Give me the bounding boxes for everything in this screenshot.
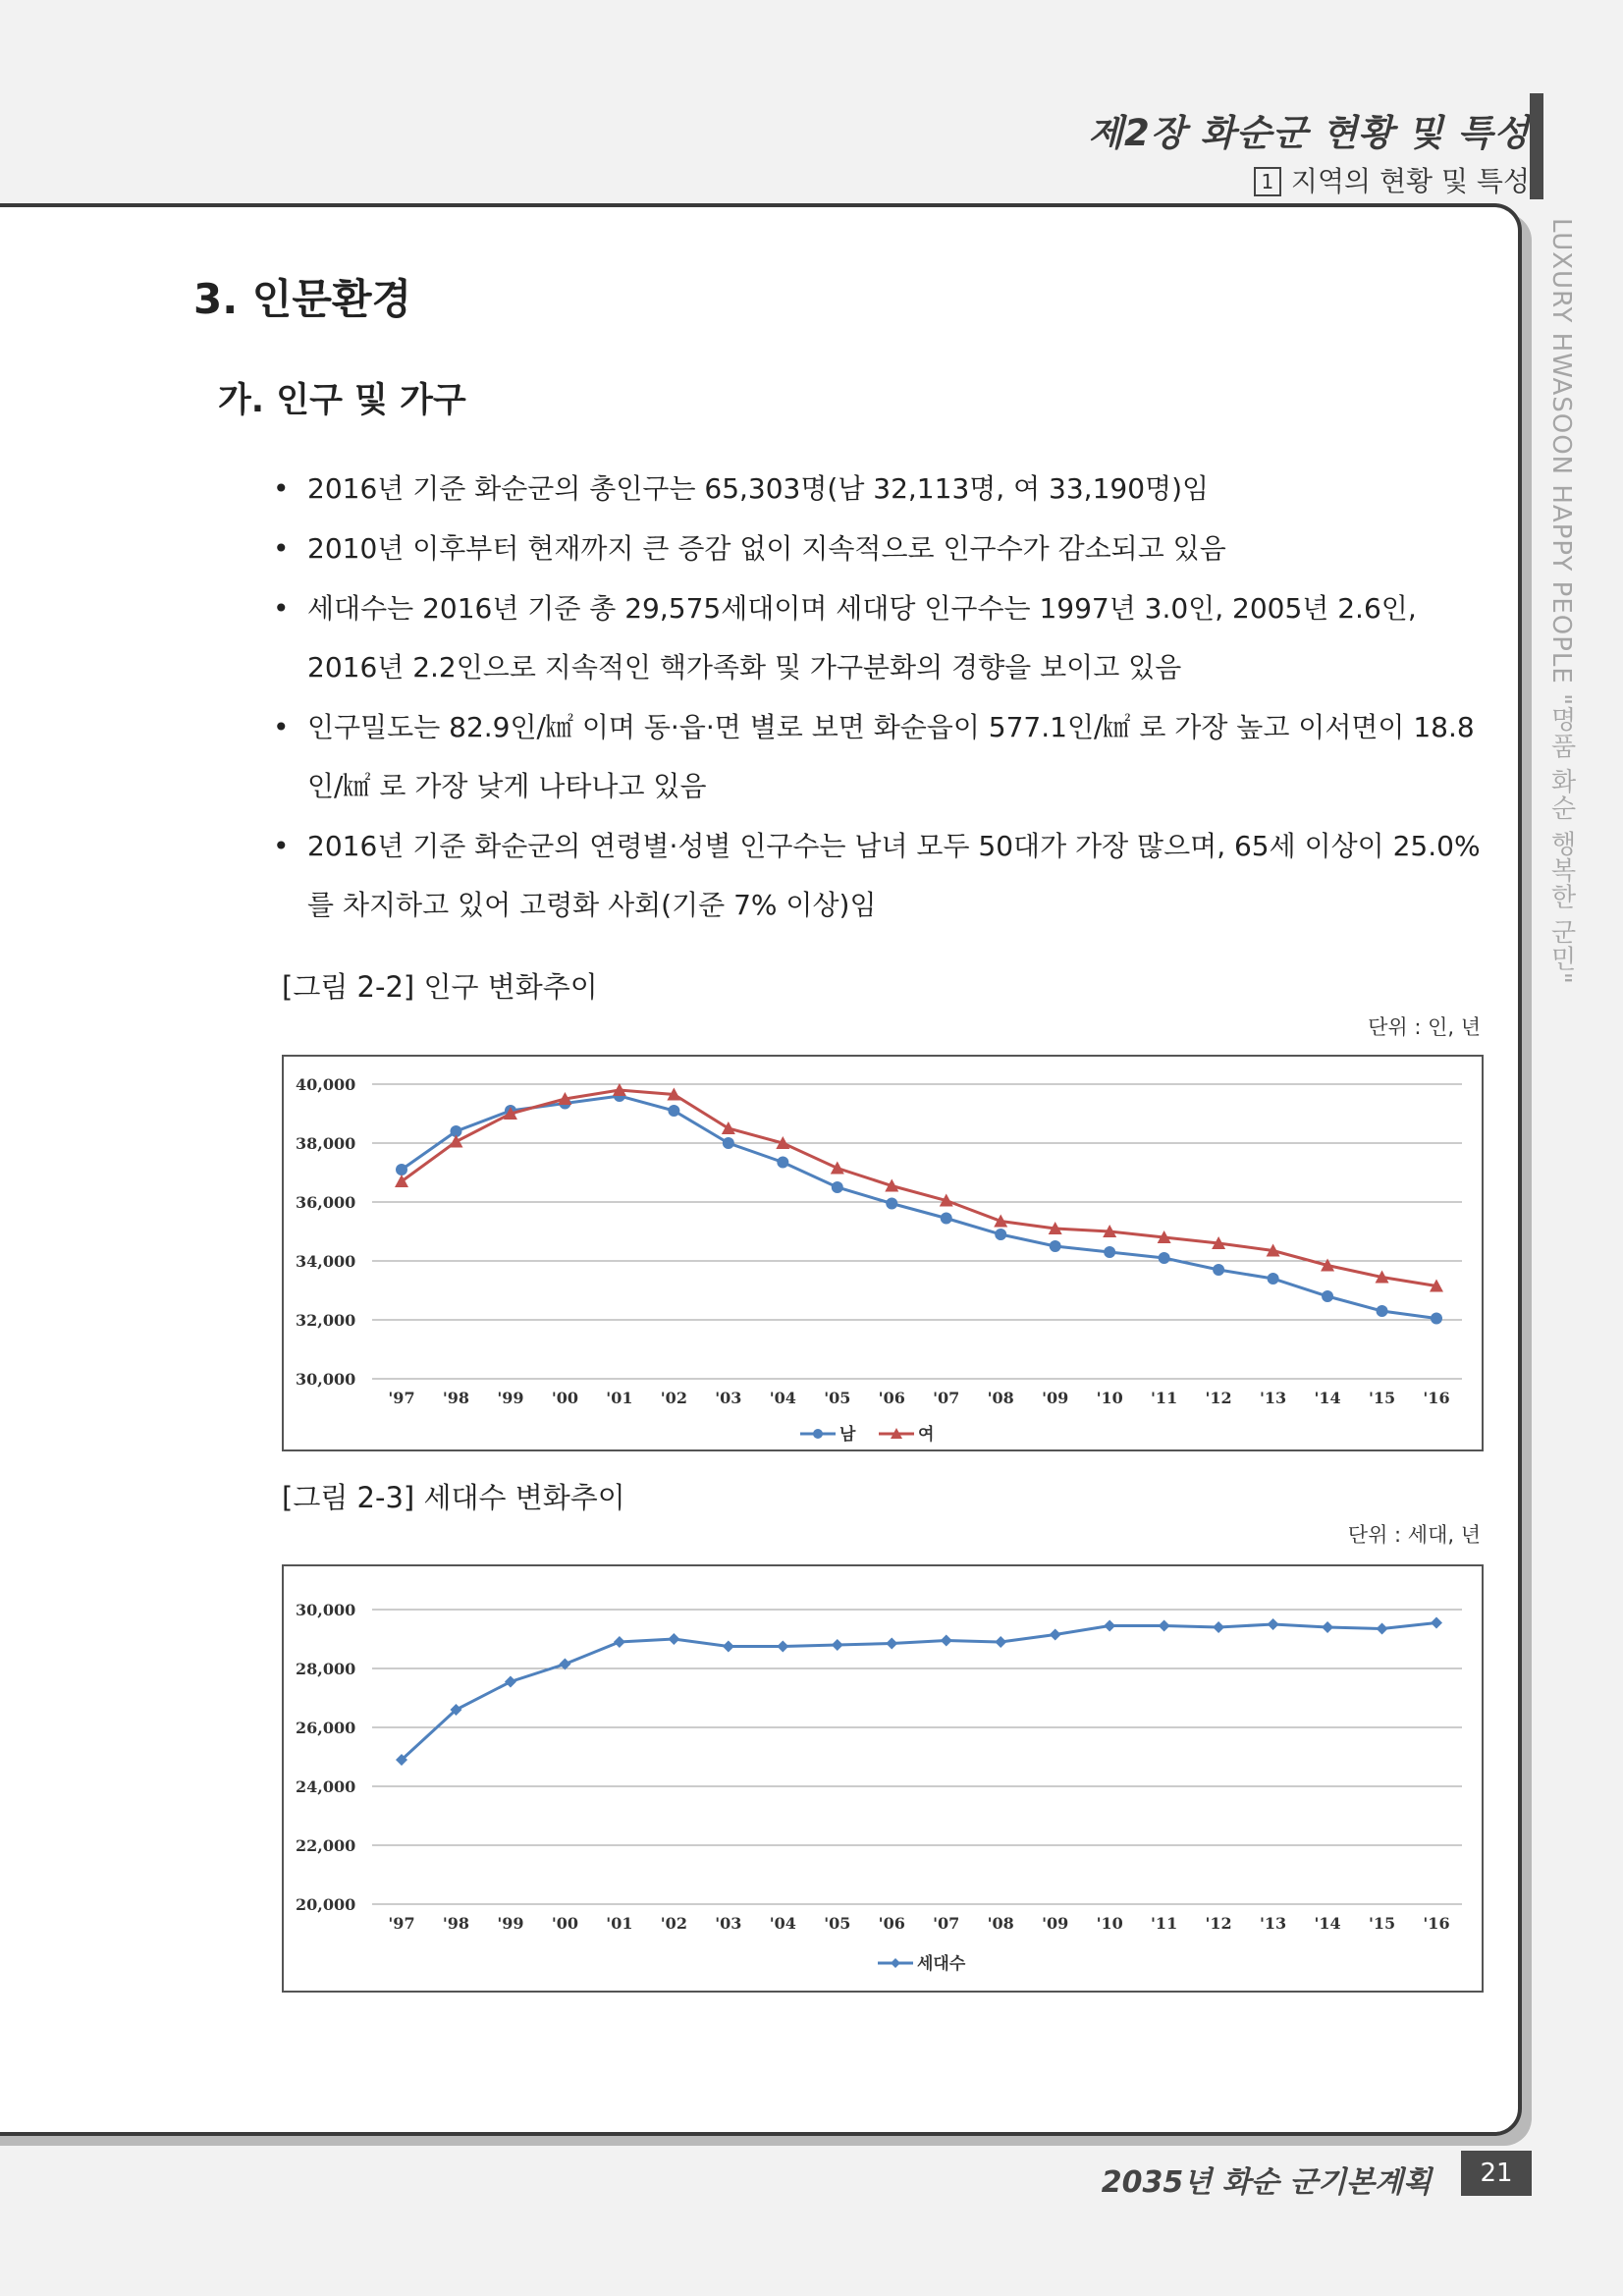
x-tick-label: '01 xyxy=(606,1914,633,1933)
y-tick-label: 20,000 xyxy=(296,1895,356,1914)
x-tick-label: '04 xyxy=(769,1914,796,1933)
x-tick-label: '98 xyxy=(442,1389,470,1407)
data-point xyxy=(995,1636,1006,1648)
data-point xyxy=(1377,1623,1388,1635)
population-chart xyxy=(282,1055,1484,1451)
chapter-title: 제2장 화순군 현황 및 특성 xyxy=(1088,112,1530,154)
household-chart xyxy=(282,1564,1484,1993)
x-tick-label: '11 xyxy=(1151,1389,1178,1407)
data-point xyxy=(832,1181,843,1193)
data-point xyxy=(1377,1305,1388,1317)
x-tick-label: '14 xyxy=(1314,1914,1341,1933)
figure1-caption: [그림 2-2] 인구 변화추이 xyxy=(282,970,598,1004)
data-point xyxy=(614,1636,625,1648)
section-heading: 3. 인문환경 xyxy=(193,275,412,323)
x-tick-label: '09 xyxy=(1042,1389,1069,1407)
x-tick-label: '07 xyxy=(933,1914,960,1933)
data-point xyxy=(1213,1621,1224,1633)
y-tick-label: 36,000 xyxy=(296,1193,356,1212)
x-tick-label: '10 xyxy=(1096,1914,1123,1933)
x-tick-label: '13 xyxy=(1259,1389,1287,1407)
data-point xyxy=(1104,1620,1115,1632)
data-point xyxy=(505,1676,516,1688)
data-point xyxy=(723,1641,734,1653)
side-slogan xyxy=(1543,218,1583,1495)
y-tick-label: 22,000 xyxy=(296,1836,356,1855)
x-tick-label: '08 xyxy=(987,1914,1014,1933)
data-point xyxy=(886,1638,897,1650)
bullet-item: • 인구밀도는 82.9인/㎢ 이며 동·읍·면 별로 보면 화순읍이 577.1인/㎢ 로 가장 높고 이서면이 18.8인/㎢ 로 가장 낮게 나타나고 있음 xyxy=(273,698,1490,816)
legend-marker xyxy=(891,1958,900,1968)
data-point xyxy=(1268,1273,1279,1285)
data-point xyxy=(1431,1617,1442,1629)
data-point xyxy=(449,1135,462,1148)
series-line-세대수 xyxy=(402,1623,1436,1761)
x-tick-label: '12 xyxy=(1205,1389,1232,1407)
x-tick-label: '05 xyxy=(824,1389,851,1407)
data-point xyxy=(886,1198,897,1210)
bullet-item: • 2010년 이후부터 현재까지 큰 증감 없이 지속적으로 인구수가 감소되고 있음 xyxy=(273,519,1490,578)
figure2-unit: 단위 : 세대, 년 xyxy=(1347,1523,1481,1547)
x-tick-label: '02 xyxy=(660,1389,687,1407)
x-tick-label: '97 xyxy=(388,1914,415,1933)
y-tick-label: 38,000 xyxy=(296,1134,356,1153)
data-point xyxy=(1431,1313,1442,1325)
household-chart-svg xyxy=(284,1566,1482,1991)
data-point xyxy=(668,1633,679,1645)
series-line-남 xyxy=(402,1096,1436,1319)
data-point xyxy=(1050,1240,1061,1252)
legend-label: 남 xyxy=(839,1425,856,1445)
data-point xyxy=(1104,1246,1115,1258)
y-tick-label: 40,000 xyxy=(296,1075,356,1094)
figure2-caption: [그림 2-3] 세대수 변화추이 xyxy=(282,1481,625,1514)
y-tick-label: 28,000 xyxy=(296,1660,356,1678)
population-chart-svg xyxy=(284,1057,1482,1449)
data-point xyxy=(1322,1290,1333,1302)
x-tick-label: '11 xyxy=(1151,1914,1178,1933)
data-point xyxy=(723,1137,734,1149)
page-number: 21 xyxy=(1461,2151,1532,2196)
x-tick-label: '01 xyxy=(606,1389,633,1407)
y-tick-label: 24,000 xyxy=(296,1777,356,1796)
x-tick-label: '03 xyxy=(715,1389,742,1407)
x-tick-label: '98 xyxy=(442,1914,470,1933)
data-point xyxy=(1322,1621,1333,1633)
data-point xyxy=(831,1162,844,1175)
header-accent-bar xyxy=(1530,93,1543,199)
data-point xyxy=(941,1213,952,1225)
subsection-heading: 가. 인구 및 가구 xyxy=(218,381,466,420)
x-tick-label: '02 xyxy=(660,1914,687,1933)
series-line-여 xyxy=(402,1090,1436,1286)
x-tick-label: '16 xyxy=(1423,1914,1450,1933)
x-tick-label: '14 xyxy=(1314,1389,1341,1407)
y-tick-label: 32,000 xyxy=(296,1311,356,1330)
data-point xyxy=(396,1164,407,1175)
data-point xyxy=(1268,1618,1279,1630)
y-tick-label: 30,000 xyxy=(296,1370,356,1389)
data-point xyxy=(832,1639,843,1651)
x-tick-label: '06 xyxy=(878,1389,905,1407)
x-tick-label: '05 xyxy=(824,1914,851,1933)
x-tick-label: '12 xyxy=(1205,1914,1232,1933)
x-tick-label: '03 xyxy=(715,1914,742,1933)
data-point xyxy=(722,1121,735,1134)
legend-label: 세대수 xyxy=(917,1954,966,1974)
bullet-item: • 2016년 기준 화순군의 연령별·성별 인구수는 남녀 모두 50대가 가장 많으며, 65세 이상이 25.0%를 차지하고 있어 고령화 사회(기준 7% 이상)임 xyxy=(273,817,1490,935)
section-title-text: 지역의 현황 및 특성 xyxy=(1290,165,1530,197)
x-tick-label: '10 xyxy=(1096,1389,1123,1407)
x-tick-label: '15 xyxy=(1368,1914,1396,1933)
legend-marker xyxy=(813,1429,823,1439)
footer-title: 2035년 화순 군기본계획 xyxy=(1101,2165,1432,2200)
x-tick-label: '00 xyxy=(551,1914,579,1933)
side-slogan-text: LUXURY HWASOON HAPPY PEOPLE "명품 화순 행복한 군민" xyxy=(1546,218,1576,985)
bullet-item: • 세대수는 2016년 기준 총 29,575세대이며 세대당 인구수는 1997년 3.0인, 2005년 2.6인, 2016년 2.2인으로 지속적인 핵가족화 및 가구분화의 경향을 보이고 있음 xyxy=(273,579,1490,697)
section-number-box: 1 xyxy=(1254,167,1281,196)
data-point xyxy=(1050,1629,1061,1641)
x-tick-label: '99 xyxy=(497,1389,524,1407)
x-tick-label: '04 xyxy=(769,1389,796,1407)
data-point xyxy=(1159,1620,1170,1632)
x-tick-label: '06 xyxy=(878,1914,905,1933)
figure1-unit: 단위 : 인, 년 xyxy=(1368,1015,1481,1039)
data-point xyxy=(995,1229,1006,1240)
x-tick-label: '07 xyxy=(933,1389,960,1407)
data-point xyxy=(1159,1252,1170,1264)
bullet-item: • 2016년 기준 화순군의 총인구는 65,303명(남 32,113명, 여 33,190명)임 xyxy=(273,460,1490,519)
y-tick-label: 34,000 xyxy=(296,1252,356,1271)
x-tick-label: '16 xyxy=(1423,1389,1450,1407)
x-tick-label: '15 xyxy=(1368,1389,1396,1407)
data-point xyxy=(777,1157,788,1169)
x-tick-label: '13 xyxy=(1259,1914,1287,1933)
data-point xyxy=(941,1635,952,1647)
x-tick-label: '00 xyxy=(551,1389,579,1407)
y-tick-label: 26,000 xyxy=(296,1719,356,1737)
bullet-list xyxy=(273,460,1490,936)
x-tick-label: '08 xyxy=(987,1389,1014,1407)
x-tick-label: '97 xyxy=(388,1389,415,1407)
data-point xyxy=(668,1105,679,1117)
legend-label: 여 xyxy=(918,1425,935,1445)
x-tick-label: '09 xyxy=(1042,1914,1069,1933)
x-tick-label: '99 xyxy=(497,1914,524,1933)
data-point xyxy=(1213,1264,1224,1276)
data-point xyxy=(777,1641,788,1653)
section-title xyxy=(1254,160,1530,199)
y-tick-label: 30,000 xyxy=(296,1601,356,1619)
